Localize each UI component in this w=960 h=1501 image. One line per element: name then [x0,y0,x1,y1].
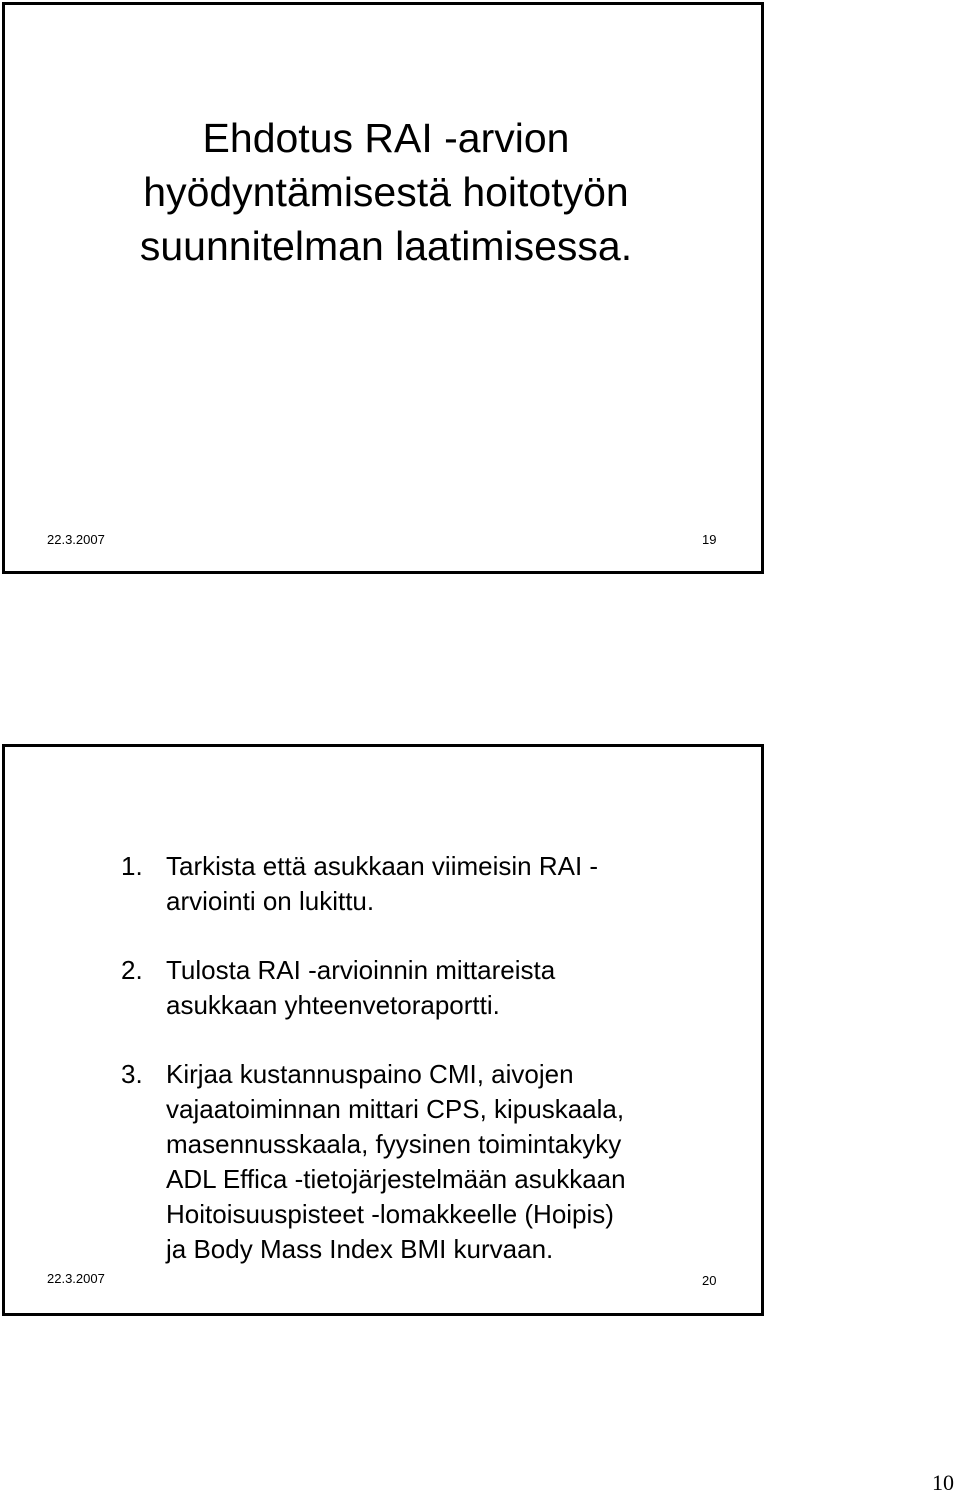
title-line: suunnitelman laatimisessa. [139,223,633,269]
step-line: ADL Effica -tietojärjestelmään asukkaan [166,1164,626,1194]
step-line: Tulosta RAI -arvioinnin mittareista [166,955,556,985]
step-line: masennusskaala, fyysinen toimintakyky [166,1129,622,1159]
slide-date: 22.3.2007 [47,1271,105,1286]
step-line: arviointi on lukittu. [166,886,375,916]
slide-number: 19 [702,532,717,547]
slide-title [82,111,690,273]
title-line: Ehdotus RAI -arvion [202,115,570,161]
slide-19 [2,2,764,574]
title-line: hyödyntämisestä hoitotyön [143,169,629,215]
step-line: asukkaan yhteenvetoraportti. [166,990,500,1020]
steps-list [121,849,626,1267]
step-number: 2. [121,955,143,985]
slide-number: 20 [702,1273,717,1288]
page-number: 10 [932,1470,954,1495]
step-line: Hoitoisuuspisteet -lomakkeelle (Hoipis) [166,1199,614,1229]
list-item [121,1057,626,1267]
slide-20 [2,744,764,1316]
step-number: 1. [121,851,143,881]
step-number: 3. [121,1059,143,1089]
slide-date: 22.3.2007 [47,532,105,547]
list-item [121,849,626,919]
step-line: ja Body Mass Index BMI kurvaan. [166,1234,554,1264]
step-line: Tarkista että asukkaan viimeisin RAI - [166,851,599,881]
step-line: Kirjaa kustannuspaino CMI, aivojen [166,1059,574,1089]
list-item [121,953,626,1023]
step-line: vajaatoiminnan mittari CPS, kipuskaala, [166,1094,625,1124]
